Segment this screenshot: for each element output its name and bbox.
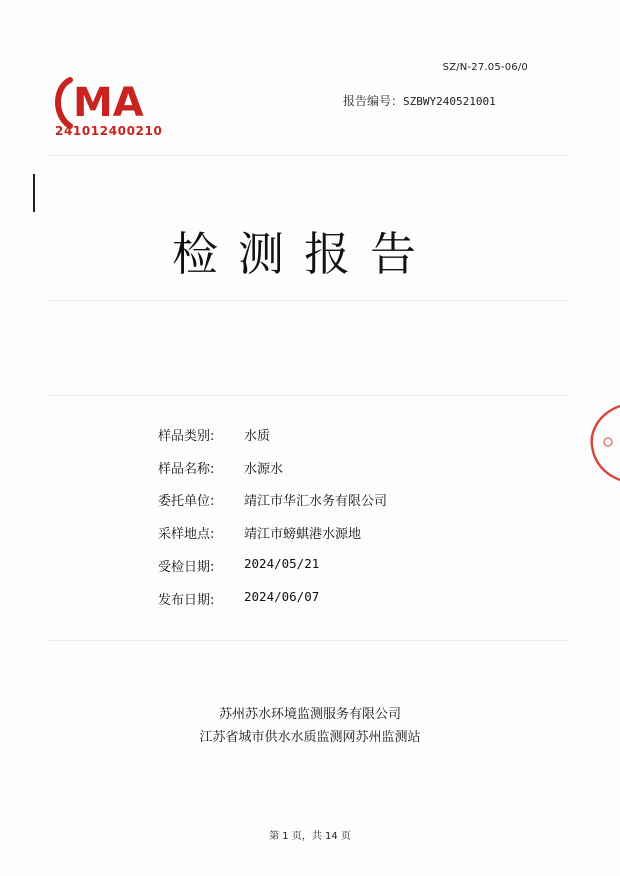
field-value: 靖江市华汇水务有限公司: [244, 494, 388, 509]
bleed-through-line: [48, 640, 568, 641]
field-value: 水质: [244, 429, 271, 444]
field-value: 水源水: [244, 462, 284, 477]
document-code: SZ/N-27.05-06/0: [442, 62, 528, 73]
report-number: [343, 92, 496, 109]
issuer-company: 苏州苏水环境监测服务有限公司: [218, 707, 401, 722]
cma-certificate-number: 241012400210: [55, 124, 163, 138]
issuer-station: 江苏省城市供水水质监测网苏州监测站: [199, 730, 421, 745]
field-label: 样品名称:: [158, 462, 215, 477]
bleed-through-line: [48, 300, 568, 301]
bleed-through-line: [48, 395, 568, 396]
field-label: 样品类别:: [158, 429, 215, 444]
bleed-through-line: [48, 155, 568, 156]
page-number: 第 1 页，共 14 页: [269, 831, 351, 842]
official-seal-icon: [584, 402, 620, 482]
field-label: 采样地点:: [158, 527, 215, 542]
page-title: 检测报告: [172, 227, 436, 281]
report-number-label: 报告编号：: [343, 94, 404, 108]
field-label: 委托单位:: [158, 494, 215, 509]
report-number-value: SZBWY240521001: [403, 95, 496, 108]
field-label: 受检日期:: [158, 560, 215, 575]
field-label: 发布日期:: [158, 593, 215, 608]
field-value: 2024/06/07: [244, 589, 320, 604]
svg-text:MA: MA: [73, 80, 144, 126]
field-value: 靖江市螃蜞港水源地: [244, 527, 362, 542]
field-value: 2024/05/21: [244, 556, 320, 571]
binding-mark: [33, 174, 35, 212]
